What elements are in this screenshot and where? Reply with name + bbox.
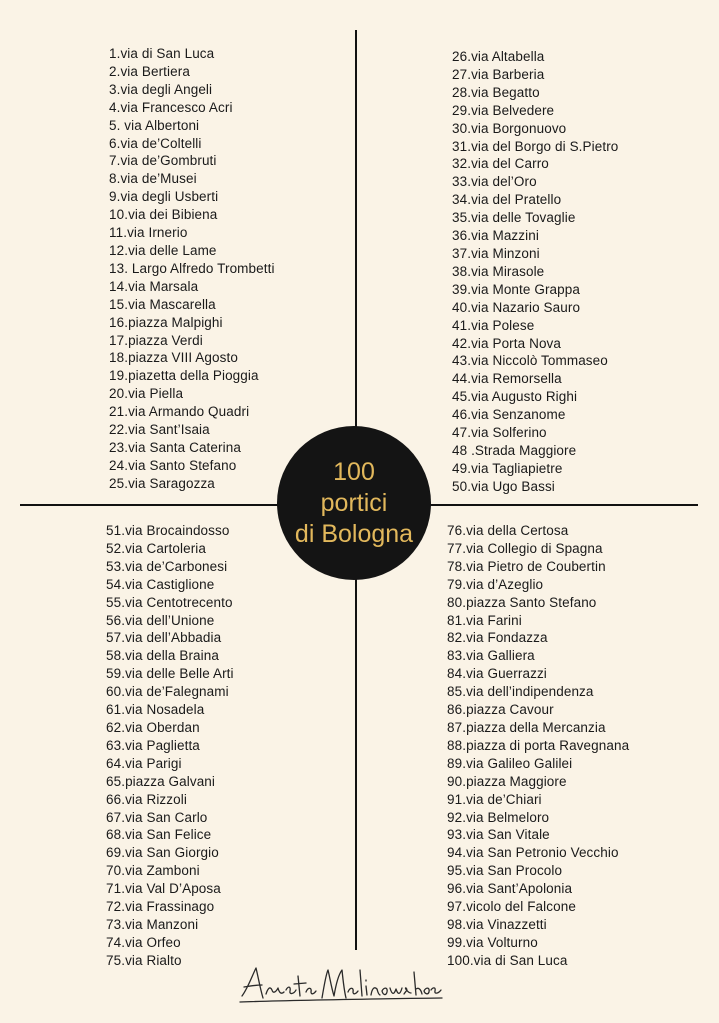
portico-item: 50.via Ugo Bassi bbox=[452, 478, 555, 494]
portico-item: 82.via Fondazza bbox=[447, 630, 548, 646]
portico-item: 12.via delle Lame bbox=[109, 242, 217, 258]
portico-item: 65.piazza Galvani bbox=[106, 773, 216, 789]
portico-item: 86.piazza Cavour bbox=[447, 702, 554, 718]
porticoes-list-51-75 bbox=[106, 522, 234, 970]
portico-item: 5. via Albertoni bbox=[109, 117, 200, 133]
portico-item: 54.via Castiglione bbox=[106, 576, 215, 592]
portico-item: 90.piazza Maggiore bbox=[447, 773, 567, 789]
portico-item: 88.piazza di porta Ravegnana bbox=[447, 737, 630, 753]
portico-item: 84.via Guerrazzi bbox=[447, 666, 547, 682]
portico-item: 69.via San Giorgio bbox=[106, 845, 219, 861]
title-circle bbox=[277, 426, 431, 580]
portico-item: 94.via San Petronio Vecchio bbox=[447, 845, 619, 861]
portico-item: 98.via Vinazzetti bbox=[447, 916, 547, 932]
portico-item: 95.via San Procolo bbox=[447, 863, 563, 879]
portico-item: 45.via Augusto Righi bbox=[452, 389, 578, 405]
porticoes-list-26-50 bbox=[452, 48, 618, 496]
portico-item: 36.via Mazzini bbox=[452, 228, 539, 244]
portico-item: 73.via Manzoni bbox=[106, 916, 199, 932]
portico-item: 43.via Niccolò Tommaseo bbox=[452, 353, 608, 369]
portico-item: 29.via Belvedere bbox=[452, 102, 555, 118]
portico-item: 9.via degli Usberti bbox=[109, 189, 219, 205]
portico-item: 96.via Sant’Apolonia bbox=[447, 881, 573, 897]
portico-item: 24.via Santo Stefano bbox=[109, 457, 237, 473]
portico-item: 53.via de’Carbonesi bbox=[106, 558, 228, 574]
title-number: 100 bbox=[333, 457, 375, 486]
portico-item: 87.piazza della Mercanzia bbox=[447, 719, 606, 735]
portico-item: 72.via Frassinago bbox=[106, 899, 215, 915]
portico-item: 97.vicolo del Falcone bbox=[447, 899, 576, 915]
portico-item: 59.via delle Belle Arti bbox=[106, 666, 234, 682]
portico-item: 89.via Galileo Galilei bbox=[447, 755, 573, 771]
portico-item: 68.via San Felice bbox=[106, 827, 212, 843]
portico-item: 7.via de’Gombruti bbox=[109, 153, 217, 169]
portico-item: 42.via Porta Nova bbox=[452, 335, 562, 351]
portico-item: 71.via Val D’Aposa bbox=[106, 881, 221, 897]
portico-item: 21.via Armando Quadri bbox=[109, 404, 250, 420]
portico-item: 39.via Monte Grappa bbox=[452, 281, 580, 297]
portico-item: 92.via Belmeloro bbox=[447, 809, 550, 825]
portico-item: 93.via San Vitale bbox=[447, 827, 550, 843]
portico-item: 4.via Francesco Acri bbox=[109, 99, 233, 115]
portico-item: 80.piazza Santo Stefano bbox=[447, 594, 597, 610]
portico-item: 34.via del Pratello bbox=[452, 192, 562, 208]
portico-item: 100.via di San Luca bbox=[447, 952, 568, 968]
portico-item: 27.via Barberia bbox=[452, 66, 545, 82]
portico-item: 32.via del Carro bbox=[452, 156, 549, 172]
portico-item: 1.via di San Luca bbox=[109, 46, 215, 61]
portico-item: 8.via de’Musei bbox=[109, 171, 197, 187]
portico-item: 57.via dell’Abbadia bbox=[106, 630, 222, 646]
portico-item: 13. Largo Alfredo Trombetti bbox=[109, 260, 275, 276]
portico-item: 3.via degli Angeli bbox=[109, 81, 213, 97]
portico-item: 62.via Oberdan bbox=[106, 719, 200, 735]
portico-item: 79.via d’Azeglio bbox=[447, 576, 544, 592]
portico-item: 66.via Rizzoli bbox=[106, 791, 187, 807]
portico-item: 47.via Solferino bbox=[452, 425, 547, 441]
portico-item: 33.via del’Oro bbox=[452, 174, 537, 190]
portico-item: 35.via delle Tovaglie bbox=[452, 210, 576, 226]
portico-item: 91.via de’Chiari bbox=[447, 791, 542, 807]
portico-item: 52.via Cartoleria bbox=[106, 540, 206, 556]
portico-item: 44.via Remorsella bbox=[452, 371, 562, 387]
portico-item: 22.via Sant’Isaia bbox=[109, 422, 210, 438]
portico-item: 30.via Borgonuovo bbox=[452, 120, 567, 136]
portico-item: 10.via dei Bibiena bbox=[109, 207, 218, 223]
portico-item: 11.via Irnerio bbox=[109, 225, 188, 241]
portico-item: 19.piazetta della Pioggia bbox=[109, 368, 259, 384]
portico-item: 49.via Tagliapietre bbox=[452, 460, 563, 476]
porticoes-list-1-25 bbox=[109, 45, 275, 493]
portico-item: 85.via dell’indipendenza bbox=[447, 684, 594, 700]
portico-item: 56.via dell’Unione bbox=[106, 612, 215, 628]
porticoes-list-76-100 bbox=[447, 522, 629, 970]
portico-item: 74.via Orfeo bbox=[106, 934, 181, 950]
portico-item: 58.via della Braina bbox=[106, 648, 219, 664]
portico-item: 51.via Brocaindosso bbox=[106, 523, 230, 538]
portico-item: 18.piazza VIII Agosto bbox=[109, 350, 238, 366]
title-city: di Bologna bbox=[294, 519, 414, 548]
portico-item: 20.via Piella bbox=[109, 386, 184, 402]
portico-item: 46.via Senzanome bbox=[452, 407, 566, 423]
portico-item: 16.piazza Malpighi bbox=[109, 314, 223, 330]
portico-item: 38.via Mirasole bbox=[452, 263, 545, 279]
portico-item: 78.via Pietro de Coubertin bbox=[447, 558, 606, 574]
portico-item: 26.via Altabella bbox=[452, 49, 545, 64]
portico-item: 76.via della Certosa bbox=[447, 523, 569, 538]
portico-item: 70.via Zamboni bbox=[106, 863, 200, 879]
portico-item: 37.via Minzoni bbox=[452, 245, 540, 261]
portico-item: 25.via Saragozza bbox=[109, 475, 215, 491]
portico-item: 75.via Rialto bbox=[106, 952, 182, 968]
portico-item: 64.via Parigi bbox=[106, 755, 182, 771]
portico-item: 17.piazza Verdi bbox=[109, 332, 203, 348]
portico-item: 55.via Centotrecento bbox=[106, 594, 233, 610]
portico-item: 67.via San Carlo bbox=[106, 809, 208, 825]
portico-item: 81.via Farini bbox=[447, 612, 522, 628]
portico-item: 61.via Nosadela bbox=[106, 702, 205, 718]
portico-item: 2.via Bertiera bbox=[109, 63, 190, 79]
title-portici: portici bbox=[320, 488, 388, 517]
portico-item: 6.via de’Coltelli bbox=[109, 135, 202, 151]
portico-item: 28.via Begatto bbox=[452, 84, 540, 100]
portico-item: 77.via Collegio di Spagna bbox=[447, 540, 603, 556]
portico-item: 40.via Nazario Sauro bbox=[452, 299, 581, 315]
portico-item: 83.via Galliera bbox=[447, 648, 535, 664]
portico-item: 31.via del Borgo di S.Pietro bbox=[452, 138, 619, 154]
portico-item: 63.via Paglietta bbox=[106, 737, 200, 753]
portico-item: 60.via de’Falegnami bbox=[106, 684, 229, 700]
portico-item: 48 .Strada Maggiore bbox=[452, 442, 577, 458]
portico-item: 23.via Santa Caterina bbox=[109, 439, 241, 455]
portico-item: 15.via Mascarella bbox=[109, 296, 216, 312]
portico-item: 99.via Volturno bbox=[447, 934, 538, 950]
handwritten-signature bbox=[236, 962, 446, 1012]
portico-item: 41.via Polese bbox=[452, 317, 535, 333]
portico-item: 14.via Marsala bbox=[109, 278, 199, 294]
